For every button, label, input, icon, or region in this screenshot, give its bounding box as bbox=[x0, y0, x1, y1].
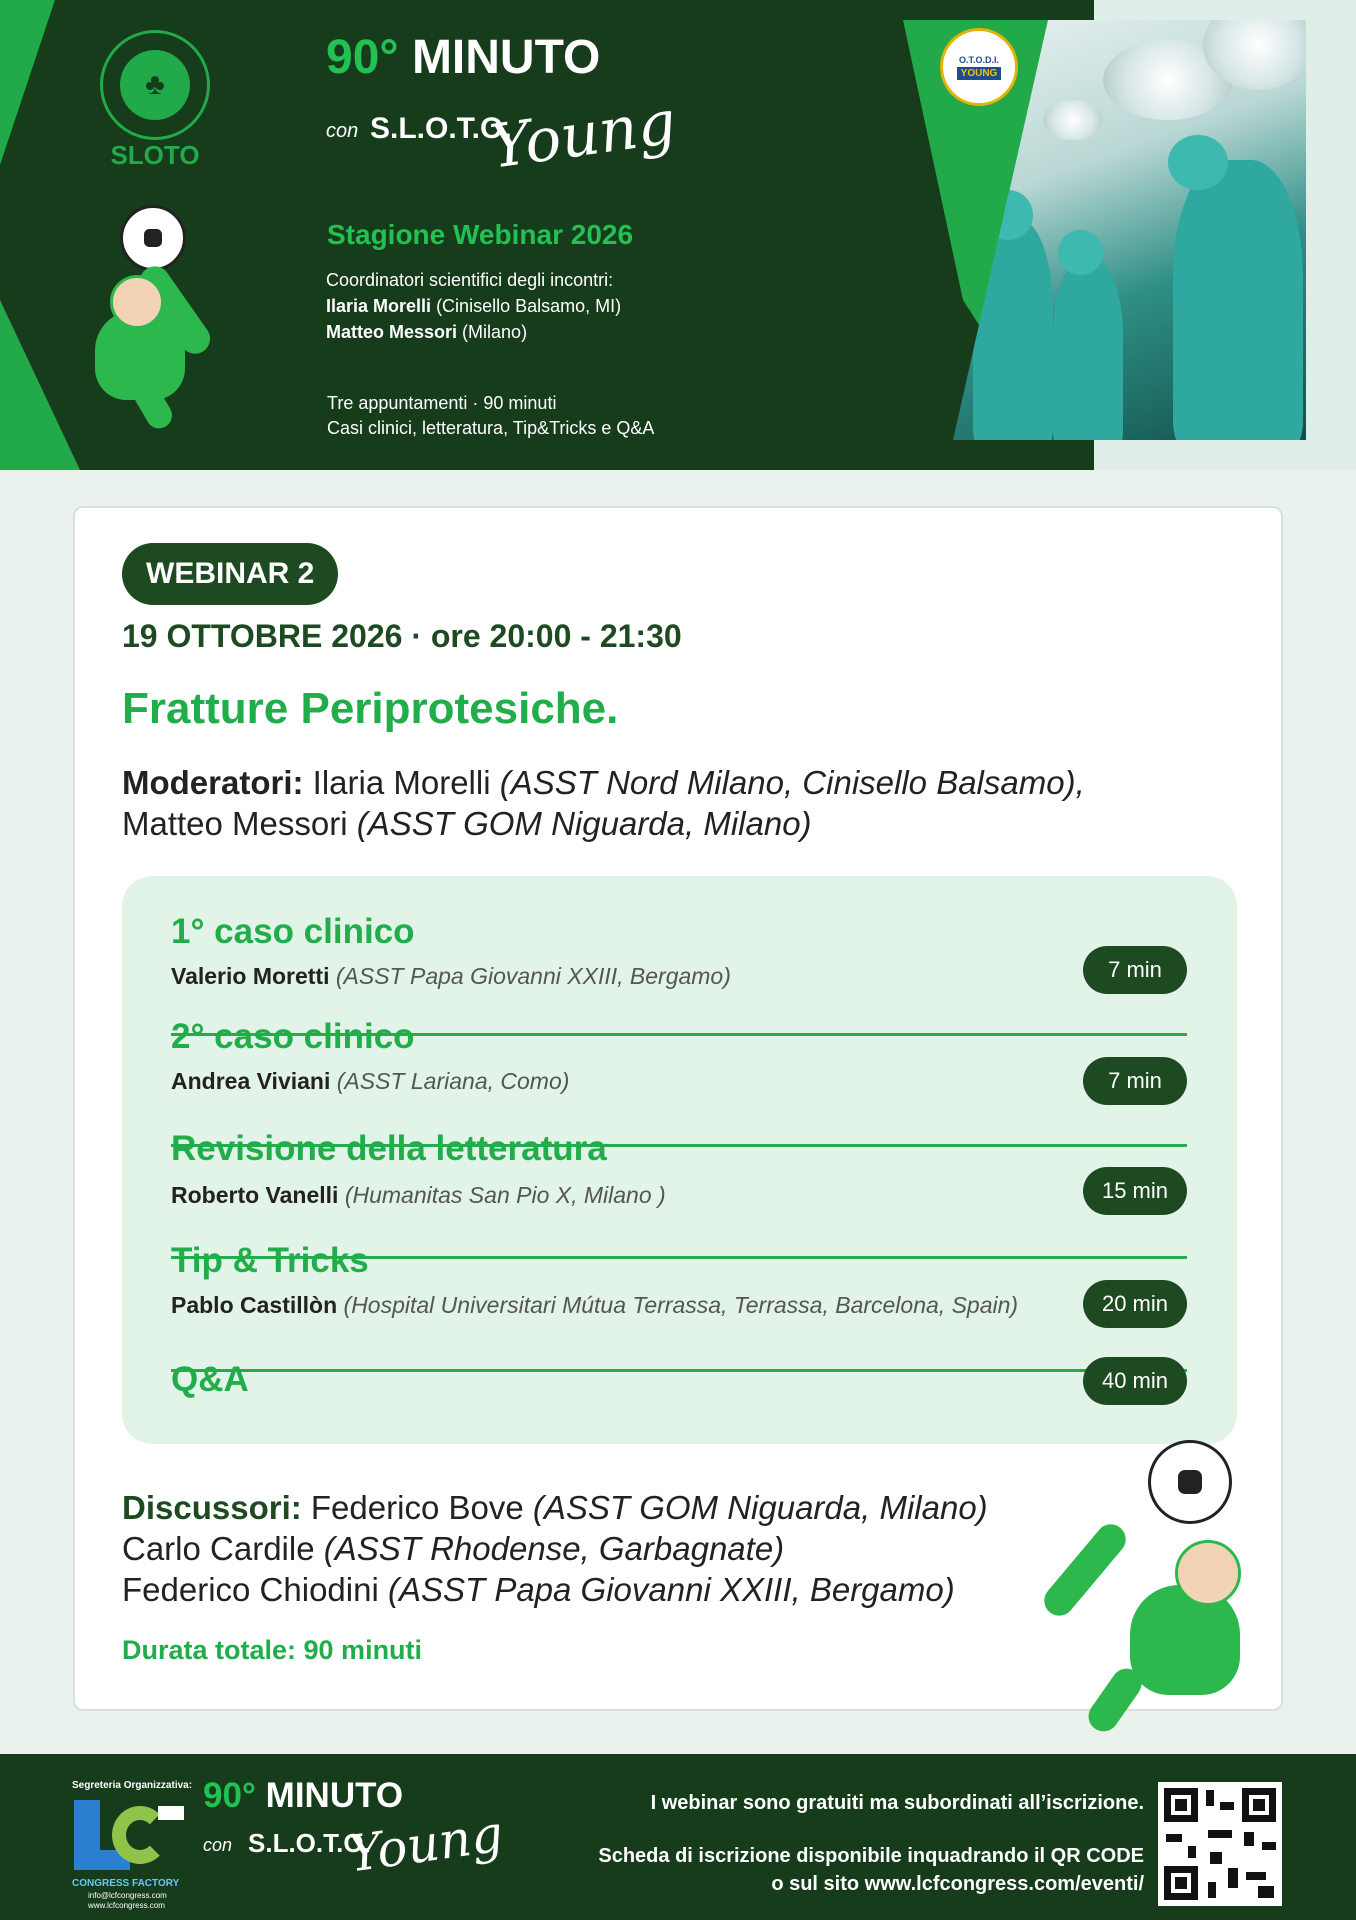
mascot-illustration bbox=[1040, 1435, 1320, 1735]
program-box bbox=[122, 876, 1237, 1444]
program-item bbox=[171, 1017, 1187, 1097]
soccer-ball-icon bbox=[1148, 1440, 1232, 1524]
moderators: Moderatori: Ilaria Morelli (ASST Nord Milano, Cinisello Balsamo), Matteo Messori (ASST GOM Niguarda, Milano) bbox=[122, 764, 1085, 842]
webinar-badge: WEBINAR 2 bbox=[122, 543, 338, 605]
duration-pill: 7 min bbox=[1083, 946, 1187, 994]
header-con: con bbox=[326, 120, 359, 142]
total-duration: Durata totale: 90 minuti bbox=[122, 1635, 423, 1665]
footer-young-script: Young bbox=[344, 1804, 507, 1884]
event-date: 19 OTTOBRE 2026 · ore 20:00 - 21:30 bbox=[122, 618, 682, 654]
program-item-speaker: Roberto Vanelli (Humanitas San Pio X, Milano ) bbox=[171, 1182, 666, 1208]
duration-pill: 15 min bbox=[1083, 1167, 1187, 1215]
event-topic: Fratture Periprotesiche. bbox=[122, 684, 619, 733]
sloto-label: SLOTO bbox=[110, 140, 200, 170]
header-title: 90° MINUTO bbox=[326, 31, 601, 84]
discussants: Discussori: Federico Bove (ASST GOM Niguarda, Milano) Carlo Cardile (ASST Rhodense, Garbagnate) Federico Chiodini (ASST Papa Giovanni XXIII, Bergamo) bbox=[122, 1489, 988, 1608]
program-item-speaker: Valerio Moretti (ASST Papa Giovanni XXIII, Bergamo) bbox=[171, 963, 731, 989]
program-item-title: 2° caso clinico bbox=[171, 1017, 415, 1056]
otodi-young-logo: O.T.O.D.I. YOUNG bbox=[940, 28, 1018, 106]
footer-con: con bbox=[203, 1835, 233, 1855]
duration-pill: 40 min bbox=[1083, 1357, 1187, 1405]
coordinator-1: Ilaria Morelli (Cinisello Balsamo, MI) bbox=[326, 296, 622, 316]
sloto-logo bbox=[100, 30, 210, 140]
header-meta-2: Casi clinici, letteratura, Tip&Tricks e Q&A bbox=[327, 418, 655, 438]
program-item bbox=[171, 1241, 1187, 1321]
header-young-script: Young bbox=[486, 87, 681, 183]
footer-title: 90° MINUTO bbox=[203, 1776, 404, 1815]
program-item-title: Q&A bbox=[171, 1360, 249, 1399]
mascot-illustration bbox=[60, 200, 260, 430]
free-notice: I webinar sono gratuiti ma subordinati all’iscrizione. bbox=[650, 1792, 1144, 1814]
qr-code-icon[interactable] bbox=[1158, 1782, 1282, 1906]
coordinators-label: Coordinatori scientifici degli incontri: bbox=[326, 270, 614, 290]
footer-contacts: info@lcfcongress.com www.lcfcongress.com bbox=[88, 1891, 167, 1910]
program-item-speaker: Pablo Castillòn (Hospital Universitari Mútua Terrassa, Terrassa, Barcelona, Spain) bbox=[171, 1292, 1019, 1318]
registration-info: Scheda di iscrizione disponibile inquadrando il QR CODE o sul sito www.lcfcongress.com/eventi/ bbox=[598, 1845, 1144, 1895]
congress-factory-label: CONGRESS FACTORY bbox=[72, 1878, 180, 1889]
coordinator-2: Matteo Messori (Milano) bbox=[326, 322, 528, 342]
program-item-title: Tip & Tricks bbox=[171, 1241, 369, 1280]
program-item-title: Revisione della letteratura bbox=[171, 1129, 607, 1168]
soccer-ball-icon bbox=[120, 205, 186, 271]
header-brand: S.L.O.T.O. bbox=[370, 112, 512, 145]
program-item bbox=[171, 912, 1187, 992]
header-season: Stagione Webinar 2026 bbox=[327, 219, 634, 250]
program-item bbox=[171, 1360, 1187, 1420]
program-item-title: 1° caso clinico bbox=[171, 912, 415, 951]
tree-icon: ♣ bbox=[120, 50, 190, 120]
header-meta-1: Tre appuntamenti · 90 minuti bbox=[327, 393, 557, 413]
duration-pill: 7 min bbox=[1083, 1057, 1187, 1105]
footer-brand: S.L.O.T.O. bbox=[248, 1828, 371, 1858]
segreteria-label: Segreteria Organizzativa: bbox=[72, 1780, 193, 1791]
program-item bbox=[171, 1129, 1187, 1209]
lcf-logo bbox=[72, 1800, 184, 1872]
program-item-speaker: Andrea Viviani (ASST Lariana, Como) bbox=[171, 1068, 570, 1094]
duration-pill: 20 min bbox=[1083, 1280, 1187, 1328]
header-banner bbox=[0, 0, 1356, 470]
